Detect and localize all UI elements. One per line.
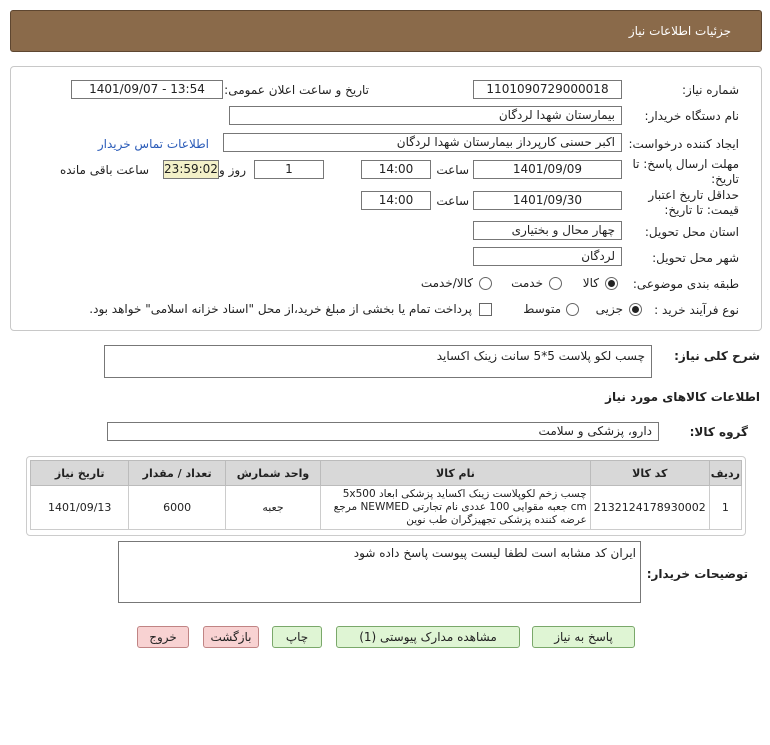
category-service-label: خدمت bbox=[511, 276, 543, 290]
treasury-note: پرداخت تمام یا بخشی از مبلغ خرید،از محل "اسناد خزانه اسلامی" خواهد بود. bbox=[89, 302, 472, 316]
col-name-header: نام کالا bbox=[321, 461, 591, 486]
items-table bbox=[30, 460, 742, 530]
announce-label: تاریخ و ساعت اعلان عمومی: bbox=[224, 83, 369, 97]
city-label: شهر محل تحویل: bbox=[652, 251, 739, 265]
row-qty: 6000 bbox=[129, 486, 225, 530]
row-date: 1401/09/13 bbox=[31, 486, 129, 530]
contact-info-link[interactable]: اطلاعات تماس خریدار bbox=[97, 137, 209, 151]
deadline-time-label: ساعت bbox=[436, 163, 469, 177]
col-unit-header: واحد شمارش bbox=[225, 461, 320, 486]
remaining-label: ساعت باقی مانده bbox=[59, 163, 149, 177]
creator-field: اکبر حسنی کارپرداز بیمارستان شهدا لردگان bbox=[223, 133, 622, 152]
page-title: جزئیات اطلاعات نیاز bbox=[628, 24, 731, 38]
days-label: روز و bbox=[219, 163, 246, 177]
city-field: لردگان bbox=[473, 247, 622, 266]
buyer-org-label: نام دستگاه خریدار: bbox=[644, 109, 739, 123]
deadline-label-line1: مهلت ارسال پاسخ: تا bbox=[632, 157, 739, 171]
announce-field: 1401/09/07 - 13:54 bbox=[71, 80, 223, 99]
buyer-notes-box bbox=[118, 541, 641, 603]
need-number-field: 1101090729000018 bbox=[473, 80, 622, 99]
reply-button[interactable]: پاسخ به نیاز bbox=[532, 626, 635, 648]
col-date-header: تاریخ نیاز bbox=[31, 461, 129, 486]
goods-group-label: گروه کالا: bbox=[689, 425, 748, 439]
goods-section-title: اطلاعات کالاهای مورد نیاز bbox=[605, 390, 760, 404]
validity-label-line1: حداقل تاریخ اعتبار bbox=[648, 188, 739, 202]
category-service-radio[interactable] bbox=[549, 277, 562, 290]
category-goods-service-label: کالا/خدمت bbox=[420, 276, 473, 290]
need-info-panel bbox=[10, 66, 762, 331]
deadline-date-field: 1401/09/09 bbox=[473, 160, 622, 179]
validity-time-label: ساعت bbox=[436, 194, 469, 208]
back-button[interactable]: بازگشت bbox=[203, 626, 259, 648]
col-code-header: کد کالا bbox=[590, 461, 709, 486]
province-field: چهار محال و بختیاری bbox=[473, 221, 622, 240]
category-goods-radio[interactable] bbox=[605, 277, 618, 290]
col-qty-header: تعداد / مقدار bbox=[129, 461, 225, 486]
goods-group-field: دارو، پزشکی و سلامت bbox=[107, 422, 659, 441]
buyer-notes-text: ایران کد مشابه است لطفا لیست پیوست پاسخ داده شود bbox=[353, 546, 636, 560]
row-code: 2132124178930002 bbox=[590, 486, 709, 530]
row-index: 1 bbox=[709, 486, 741, 530]
row-name: چسب زخم لکوپلاست زینک اکساید پزشکی ابعاد 5x500 cm جعبه مقوایی 100 عددی نام تجارتی NEWMED مرجع عرضه کننده پزشکی تجهیزگران طب نوین bbox=[321, 486, 591, 530]
row-unit: جعبه bbox=[225, 486, 320, 530]
summary-text: چسب لکو پلاست 5*5 سانت زینک اکساید bbox=[436, 349, 645, 363]
process-small-radio[interactable] bbox=[629, 303, 642, 316]
days-field: 1 bbox=[254, 160, 324, 179]
summary-label: شرح کلی نیاز: bbox=[674, 349, 760, 363]
buyer-notes-label: توضیحات خریدار: bbox=[646, 567, 748, 581]
category-goods-service-radio[interactable] bbox=[479, 277, 492, 290]
col-index-header: ردیف bbox=[709, 461, 741, 486]
table-header-row bbox=[31, 461, 742, 486]
need-number-label: شماره نیاز: bbox=[682, 83, 739, 97]
validity-time-field: 14:00 bbox=[361, 191, 431, 210]
attachments-button[interactable]: مشاهده مدارک پیوستی (1) bbox=[336, 626, 520, 648]
process-label: نوع فرآیند خرید : bbox=[654, 303, 739, 317]
deadline-label-line2: تاریخ: bbox=[711, 172, 739, 186]
summary-box bbox=[104, 345, 652, 378]
page-header bbox=[10, 10, 762, 52]
table-row bbox=[31, 486, 742, 530]
validity-date-field: 1401/09/30 bbox=[473, 191, 622, 210]
treasury-checkbox[interactable] bbox=[479, 303, 492, 316]
category-label: طبقه بندی موضوعی: bbox=[632, 277, 739, 291]
process-medium-radio[interactable] bbox=[566, 303, 579, 316]
category-goods-label: کالا bbox=[582, 276, 599, 290]
process-small-label: جزیی bbox=[595, 302, 623, 316]
validity-label-line2: قیمت: تا تاریخ: bbox=[664, 203, 739, 217]
print-button[interactable]: چاپ bbox=[272, 626, 322, 648]
exit-button[interactable]: خروج bbox=[137, 626, 189, 648]
creator-label: ایجاد کننده درخواست: bbox=[628, 137, 739, 151]
province-label: استان محل تحویل: bbox=[644, 225, 739, 239]
process-medium-label: متوسط bbox=[523, 302, 561, 316]
deadline-time-field: 14:00 bbox=[361, 160, 431, 179]
buyer-org-field: بیمارستان شهدا لردگان bbox=[229, 106, 622, 125]
remaining-time-field: 23:59:02 bbox=[163, 160, 219, 179]
